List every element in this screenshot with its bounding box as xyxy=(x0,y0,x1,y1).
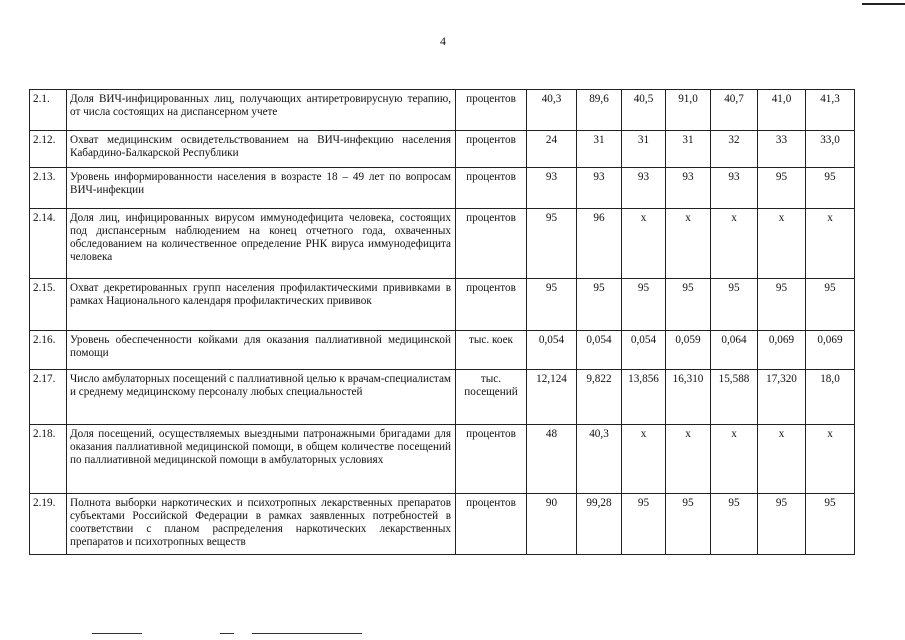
value-cell: 89,6 xyxy=(577,90,622,131)
indicator-name: Число амбулаторных посещений с паллиативной целью к врачам-специалистам и среднему медицинскому персоналу любых специальностей xyxy=(67,370,456,425)
value-cell: 95 xyxy=(806,279,855,331)
value-cell: 95 xyxy=(666,494,711,555)
table-row xyxy=(30,90,855,131)
indicator-name: Охват медицинским освидетельствованием на ВИЧ-инфекцию населения Кабардино-Балкарской Республики xyxy=(67,131,456,168)
value-cell: 93 xyxy=(711,168,758,209)
value-cell: 99,28 xyxy=(577,494,622,555)
value-cell: 95 xyxy=(527,279,577,331)
indicators-table xyxy=(29,89,855,555)
footer-rule xyxy=(92,633,372,637)
row-number: 2.16. xyxy=(30,331,67,370)
unit-of-measure: процентов xyxy=(456,279,527,331)
value-cell: 0,069 xyxy=(758,331,806,370)
table-row xyxy=(30,425,855,494)
value-cell: 0,054 xyxy=(527,331,577,370)
value-cell: 40,7 xyxy=(711,90,758,131)
value-cell: x xyxy=(758,425,806,494)
indicator-name: Полнота выборки наркотических и психотропных лекарственных препаратов субъектами Российской Федерации в рамках заявленных потребностей в соответствии с планом распределения наркотических лекарственных препаратов и психотропных веществ xyxy=(67,494,456,555)
indicator-name: Доля ВИЧ-инфицированных лиц, получающих антиретровирусную терапию, от числа состоящих на диспансерном учете xyxy=(67,90,456,131)
value-cell: 93 xyxy=(666,168,711,209)
value-cell: 12,124 xyxy=(527,370,577,425)
value-cell: 93 xyxy=(622,168,666,209)
indicator-name: Уровень обеспеченности койками для оказания паллиативной медицинской помощи xyxy=(67,331,456,370)
value-cell: x xyxy=(622,425,666,494)
unit-of-measure: процентов xyxy=(456,209,527,279)
table-row xyxy=(30,279,855,331)
value-cell: 93 xyxy=(577,168,622,209)
table-row xyxy=(30,209,855,279)
value-cell: 95 xyxy=(758,494,806,555)
value-cell: x xyxy=(758,209,806,279)
value-cell: 40,3 xyxy=(577,425,622,494)
value-cell: 13,856 xyxy=(622,370,666,425)
value-cell: x xyxy=(711,209,758,279)
unit-of-measure: тыс. посещений xyxy=(456,370,527,425)
value-cell: 41,0 xyxy=(758,90,806,131)
row-number: 2.14. xyxy=(30,209,67,279)
value-cell: 0,064 xyxy=(711,331,758,370)
value-cell: 31 xyxy=(622,131,666,168)
value-cell: 95 xyxy=(711,494,758,555)
value-cell: 95 xyxy=(622,494,666,555)
value-cell: 0,054 xyxy=(622,331,666,370)
value-cell: 17,320 xyxy=(758,370,806,425)
value-cell: 95 xyxy=(806,168,855,209)
row-number: 2.18. xyxy=(30,425,67,494)
value-cell: 40,3 xyxy=(527,90,577,131)
value-cell: 24 xyxy=(527,131,577,168)
row-number: 2.13. xyxy=(30,168,67,209)
value-cell: 0,059 xyxy=(666,331,711,370)
value-cell: 91,0 xyxy=(666,90,711,131)
value-cell: x xyxy=(711,425,758,494)
indicator-name: Уровень информированности населения в возрасте 18 – 49 лет по вопросам ВИЧ-инфекции xyxy=(67,168,456,209)
value-cell: 48 xyxy=(527,425,577,494)
row-number: 2.1. xyxy=(30,90,67,131)
value-cell: 95 xyxy=(527,209,577,279)
table-row xyxy=(30,131,855,168)
value-cell: 16,310 xyxy=(666,370,711,425)
value-cell: 95 xyxy=(711,279,758,331)
value-cell: 18,0 xyxy=(806,370,855,425)
page-number: 4 xyxy=(440,34,446,48)
indicator-name: Доля лиц, инфицированных вирусом иммунодефицита человека, состоящих под диспансерным наблюдением на конец отчетного года, охваченных обследованием на количественное определение РНК вируса иммунодефицита человека xyxy=(67,209,456,279)
value-cell: 31 xyxy=(666,131,711,168)
value-cell: 90 xyxy=(527,494,577,555)
value-cell: 96 xyxy=(577,209,622,279)
value-cell: 9,822 xyxy=(577,370,622,425)
value-cell: 32 xyxy=(711,131,758,168)
unit-of-measure: тыс. коек xyxy=(456,331,527,370)
row-number: 2.17. xyxy=(30,370,67,425)
table-row xyxy=(30,370,855,425)
value-cell: 95 xyxy=(758,279,806,331)
value-cell: 31 xyxy=(577,131,622,168)
unit-of-measure: процентов xyxy=(456,90,527,131)
value-cell: 95 xyxy=(622,279,666,331)
row-number: 2.12. xyxy=(30,131,67,168)
table-row xyxy=(30,331,855,370)
value-cell: x xyxy=(806,209,855,279)
value-cell: 95 xyxy=(806,494,855,555)
value-cell: 33 xyxy=(758,131,806,168)
value-cell: 0,069 xyxy=(806,331,855,370)
value-cell: 95 xyxy=(666,279,711,331)
table-body xyxy=(30,90,855,555)
indicator-name: Доля посещений, осуществляемых выездными патронажными бригадами для оказания паллиативной медицинской помощи, в общем количестве посещений по паллиативной медицинской помощи в амбулаторных условиях xyxy=(67,425,456,494)
unit-of-measure: процентов xyxy=(456,168,527,209)
value-cell: x xyxy=(806,425,855,494)
value-cell: x xyxy=(622,209,666,279)
corner-mark xyxy=(862,3,905,5)
unit-of-measure: процентов xyxy=(456,494,527,555)
value-cell: x xyxy=(666,209,711,279)
row-number: 2.15. xyxy=(30,279,67,331)
value-cell: 40,5 xyxy=(622,90,666,131)
value-cell: 41,3 xyxy=(806,90,855,131)
value-cell: x xyxy=(666,425,711,494)
value-cell: 0,054 xyxy=(577,331,622,370)
value-cell: 33,0 xyxy=(806,131,855,168)
table-row xyxy=(30,494,855,555)
indicator-name: Охват декретированных групп населения профилактическими прививками в рамках Национального календаря профилактических прививок xyxy=(67,279,456,331)
value-cell: 93 xyxy=(527,168,577,209)
unit-of-measure: процентов xyxy=(456,425,527,494)
row-number: 2.19. xyxy=(30,494,67,555)
value-cell: 95 xyxy=(577,279,622,331)
value-cell: 95 xyxy=(758,168,806,209)
unit-of-measure: процентов xyxy=(456,131,527,168)
table-row xyxy=(30,168,855,209)
value-cell: 15,588 xyxy=(711,370,758,425)
